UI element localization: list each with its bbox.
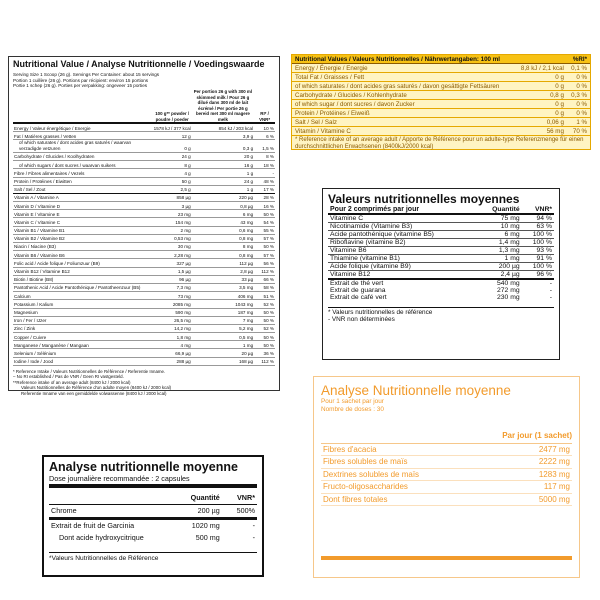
header-amount bbox=[515, 55, 567, 64]
value-vnr: - bbox=[252, 521, 255, 531]
nutrient-name: Total Fat / Graisses / Fett bbox=[292, 73, 515, 82]
value-portion: 0,5 mg bbox=[192, 333, 254, 341]
value-amount: 0,06 g bbox=[515, 118, 567, 127]
value-ri: 112 % bbox=[254, 357, 275, 365]
table-row bbox=[328, 239, 554, 247]
table-row bbox=[13, 226, 275, 234]
serving-line: Portie 1 schep (26 g). Porties per verpakking: ongeveer 15 porties bbox=[13, 83, 148, 89]
extract-name: Extrait de thé vert bbox=[328, 279, 478, 287]
footnotes bbox=[13, 369, 275, 397]
table-row bbox=[328, 271, 554, 280]
table-row bbox=[13, 123, 275, 132]
value-portion: 5,2 mg bbox=[192, 324, 254, 332]
nutrition-panel-tablets bbox=[322, 188, 560, 360]
nutrient-name: Zinc / Zink bbox=[13, 324, 153, 332]
table-row bbox=[49, 532, 257, 544]
nutrient-name: Fibre / Fibres alimentaires / Vezels bbox=[13, 169, 153, 177]
table-row bbox=[13, 341, 275, 349]
col-header-vnr: VNR* bbox=[522, 206, 554, 214]
nutrition-table bbox=[49, 488, 257, 544]
value-100g: 2 mg bbox=[153, 226, 192, 234]
dose-count: Nombre de doses : 30 bbox=[321, 406, 384, 414]
panel-title: Analyse Nutritionnelle moyenne bbox=[321, 383, 511, 398]
nutrition-panel-protein bbox=[8, 56, 280, 396]
value-ri: 0 % bbox=[567, 82, 590, 91]
table-row bbox=[328, 214, 554, 223]
table-row bbox=[13, 275, 275, 283]
col-header-portion: Per portion 26 g with 300 ml skimmed milk / Pour 26 g dilué dans 300 ml de lait écrémé / Per portie 26 g bereid met 300 ml magere melk bbox=[193, 89, 253, 122]
table-row bbox=[321, 493, 572, 506]
nutrient-name: of which sugars / dont sucres / waarvan suikers bbox=[13, 161, 153, 169]
value-portion: 0,3 g bbox=[192, 140, 254, 152]
value-100g: 66,9 µg bbox=[153, 349, 192, 357]
value-100g: 12 g bbox=[153, 132, 192, 140]
table-row bbox=[328, 294, 554, 301]
value-100g: 4 g bbox=[153, 169, 192, 177]
value-portion: 8 mg bbox=[192, 243, 254, 251]
footnote: - VNR non déterminées bbox=[328, 316, 395, 324]
value-vnr: - bbox=[549, 294, 552, 302]
nutrient-name: Pantothenic Acid / Acide Pantothénique / Pantotheenzuur (B5) bbox=[13, 283, 153, 291]
value-ri: 57 % bbox=[254, 234, 275, 242]
value-ri: 50 % bbox=[254, 243, 275, 251]
value-qty: 10 mg bbox=[478, 223, 522, 231]
nutrient-name: Calcium bbox=[13, 292, 153, 300]
table-row bbox=[13, 259, 275, 267]
table-row bbox=[13, 177, 275, 185]
value-ri: 112 % bbox=[254, 267, 275, 275]
col-header-qty: Quantité bbox=[478, 206, 522, 214]
value-ri: 66 % bbox=[254, 275, 275, 283]
nutrient-name: of which sugar / dont sucres / davon Zucker bbox=[292, 100, 515, 109]
value-100g: 0 g bbox=[153, 140, 192, 152]
nutrient-name: Carbohydrate / Glucides / Kohlenhydrate bbox=[292, 91, 515, 100]
nutrient-name: Vitamine C bbox=[328, 214, 478, 223]
value-portion: 2,8 µg bbox=[192, 267, 254, 275]
table-row bbox=[292, 73, 590, 82]
value-qty: 6 mg bbox=[478, 231, 522, 239]
nutrition-panel-drink bbox=[291, 54, 591, 150]
value-qty: 1,4 mg bbox=[478, 239, 522, 247]
nutrition-table bbox=[321, 444, 572, 507]
value-portion: 20 g bbox=[192, 152, 254, 160]
value-vnr: - bbox=[522, 279, 554, 287]
value-portion: 1 g bbox=[192, 185, 254, 193]
value-ri: 70 % bbox=[567, 127, 590, 136]
value-qty: 230 mg bbox=[496, 294, 520, 302]
table-row bbox=[13, 324, 275, 332]
value-portion: 7 mg bbox=[192, 316, 254, 324]
value-ri: 17 % bbox=[254, 185, 275, 193]
footnote: Valeurs Nutritionnelles de Référence d'un adulte moyen (8400 kJ / 2000 kcal) bbox=[21, 385, 172, 391]
header-label: Nutritional Values / Valeurs Nutritionnelles / Nährwertangaben: 100 ml bbox=[292, 55, 515, 64]
value-ri: 28 % bbox=[254, 193, 275, 201]
value-ri: 8 % bbox=[254, 152, 275, 160]
value-qty: 272 mg bbox=[496, 287, 520, 295]
value-100g: 7,3 mg bbox=[153, 283, 192, 291]
fibre-name: Fibres d'acacia bbox=[321, 444, 507, 456]
value-portion: 0,6 mg bbox=[192, 226, 254, 234]
value-portion: 16 g bbox=[192, 161, 254, 169]
table-row bbox=[328, 223, 554, 231]
nutrition-panel-fibres bbox=[313, 376, 580, 578]
value-ri: 50 % bbox=[254, 341, 275, 349]
value-vnr: - bbox=[549, 287, 552, 295]
value-vnr: 100 % bbox=[522, 263, 554, 271]
col-header-ri: RI* / VNR* bbox=[259, 111, 271, 122]
dose-label: Pour 1 sachet par jour bbox=[321, 398, 384, 405]
value-portion: 112 µg bbox=[192, 259, 254, 267]
value-portion: 33 µg bbox=[192, 275, 254, 283]
table-row bbox=[13, 234, 275, 242]
value-ri: 58 % bbox=[254, 283, 275, 291]
col-header-100g: 100 g** powder / poudre / poeder bbox=[155, 111, 190, 122]
value-ri: 0,3 % bbox=[567, 91, 590, 100]
value-portion: 1 g bbox=[192, 169, 254, 177]
table-row bbox=[13, 243, 275, 251]
table-row bbox=[321, 468, 572, 481]
table-row bbox=[328, 263, 554, 271]
table-row bbox=[321, 481, 572, 494]
extract-name: Extrait de café vert bbox=[330, 294, 387, 302]
value-ri: 18 % bbox=[254, 161, 275, 169]
nutrient-name: Extrait de fruit de Garcinia bbox=[51, 521, 135, 531]
col-header-per-day: Par jour (1 sachet) bbox=[321, 431, 572, 444]
nutrient-name: Folic acid / Acide folique / Foliumzuur (B9) bbox=[13, 259, 153, 267]
table-row bbox=[328, 231, 554, 239]
nutrient-name: Salt / Sel / Salz bbox=[292, 118, 515, 127]
nutrition-table bbox=[292, 55, 590, 136]
table-header bbox=[292, 55, 590, 64]
nutrient-name: Vitamin D / Vitamine D bbox=[13, 202, 153, 210]
table-row bbox=[321, 444, 572, 456]
dose-label: Pour 2 comprimés par jour bbox=[328, 206, 478, 214]
nutrient-name: Iron / Fer / IJzer bbox=[13, 316, 153, 324]
nutrient-name: Energy / Énergie / Energie bbox=[292, 64, 515, 73]
value-100g: 1578 kJ / 377 kcal bbox=[153, 123, 192, 132]
value-portion: 0,8 mg bbox=[192, 234, 254, 242]
value-100g: 24 g bbox=[153, 152, 192, 160]
value-100g: 1,5 µg bbox=[153, 267, 192, 275]
value-100g: 154 mg bbox=[153, 218, 192, 226]
value-portion: 0,8 µg bbox=[192, 202, 254, 210]
value-100g: 0,53 mg bbox=[153, 234, 192, 242]
table-row bbox=[13, 193, 275, 201]
serving-line: Serving Size 1 Scoop (26 g). Servings Per Container: about 15 servings bbox=[13, 71, 160, 77]
table-row bbox=[13, 333, 275, 341]
value-portion: 187 mg bbox=[192, 308, 254, 316]
value-amount: 0 g bbox=[515, 109, 567, 118]
nutrient-name: Biotin / Biotine (B8) bbox=[13, 275, 153, 283]
value-100g: 30 mg bbox=[153, 243, 192, 251]
table-row bbox=[328, 287, 554, 294]
value-100g: 3 µg bbox=[153, 202, 192, 210]
value-ri: 1 % bbox=[567, 118, 590, 127]
value-ri: 0,1 % bbox=[567, 64, 590, 73]
table-row bbox=[292, 100, 590, 109]
nutrient-name: Acide pantothénique (vitamine B5) bbox=[328, 231, 478, 239]
table-row bbox=[13, 251, 275, 259]
table-row bbox=[13, 161, 275, 169]
value-ri: 10 % bbox=[254, 123, 275, 132]
value-ri: 0 % bbox=[567, 100, 590, 109]
serving-info bbox=[13, 72, 275, 89]
value-ri: 16 % bbox=[254, 202, 275, 210]
value-100g: 73 mg bbox=[153, 292, 192, 300]
value-qty: 2,4 µg bbox=[478, 271, 522, 280]
value-100g: 288 µg bbox=[153, 357, 192, 365]
value-amount: 0 g bbox=[515, 100, 567, 109]
value-100g: 590 mg bbox=[153, 308, 192, 316]
fibre-name: Fructo-oligosaccharides bbox=[321, 481, 507, 494]
nutrient-name: Selenium / Sélénium bbox=[13, 349, 153, 357]
value-per-day: 1283 mg bbox=[507, 468, 572, 481]
nutrient-name: Vitamin C / Vitamine C bbox=[13, 218, 153, 226]
table-row bbox=[13, 140, 275, 152]
value-vnr: 91 % bbox=[522, 255, 554, 263]
value-100g: 2085 mg bbox=[153, 300, 192, 308]
value-100g: 96 µg bbox=[153, 275, 192, 283]
value-vnr: 500% bbox=[222, 504, 257, 518]
value-ri: 48 % bbox=[254, 177, 275, 185]
nutrition-panel-capsules bbox=[42, 455, 264, 577]
value-amount: 0,8 g bbox=[515, 91, 567, 100]
table-row bbox=[13, 300, 275, 308]
value-portion: 406 mg bbox=[192, 292, 254, 300]
value-per-day: 2222 mg bbox=[507, 456, 572, 469]
value-per-day: 2477 mg bbox=[507, 444, 572, 456]
nutrition-table bbox=[328, 206, 554, 301]
value-portion: 1043 mg bbox=[192, 300, 254, 308]
table-row bbox=[49, 518, 257, 532]
value-per-day: 117 mg bbox=[507, 481, 572, 494]
table-row bbox=[292, 64, 590, 73]
nutrient-name: Vitamin E / Vitamine E bbox=[13, 210, 153, 218]
nutrient-name: Chrome bbox=[49, 504, 170, 518]
table-row bbox=[13, 292, 275, 300]
footnote: * Reference Intake / Valeurs Nutritionnelles de Référence / Referentie Inname. bbox=[13, 368, 166, 374]
panel-title: Nutritional Value / Analyse Nutritionnelle / Voedingswaarde bbox=[13, 59, 265, 69]
value-amount: 56 mg bbox=[515, 127, 567, 136]
divider bbox=[321, 556, 572, 560]
nutrition-table bbox=[13, 89, 275, 366]
nutrient-name: of which saturates / dont acides gras saturés / waarvan verzadigde vetzuren bbox=[13, 140, 153, 152]
value-100g: 327 µg bbox=[153, 259, 192, 267]
value-vnr: - bbox=[252, 533, 255, 543]
nutrient-name: Vitamin / Vitamine C bbox=[292, 127, 515, 136]
table-row bbox=[292, 118, 590, 127]
footnote: * Valeurs nutritionnelles de référence bbox=[328, 309, 433, 317]
value-ri: 52 % bbox=[254, 324, 275, 332]
value-ri: 50 % bbox=[254, 316, 275, 324]
value-qty: 1,3 mg bbox=[478, 247, 522, 255]
value-100g: 8 g bbox=[153, 161, 192, 169]
nutrient-name: Carbohydrate / Glucides / Koolhydraten bbox=[13, 152, 153, 160]
table-row bbox=[13, 308, 275, 316]
value-vnr: 93 % bbox=[522, 247, 554, 255]
nutrient-name: Nicotinamide (Vitamine B3) bbox=[328, 223, 478, 231]
nutrient-name: Iodine / Iode / Jood bbox=[13, 357, 153, 365]
table-row bbox=[13, 210, 275, 218]
value-amount: 8,8 kJ / 2,1 kcal bbox=[515, 64, 567, 73]
value-vnr: 63 % bbox=[522, 223, 554, 231]
value-100g: 858 µg bbox=[153, 193, 192, 201]
nutrient-name: Magnesium bbox=[13, 308, 153, 316]
nutrient-name: Vitamine B6 bbox=[328, 247, 478, 255]
table-row bbox=[13, 267, 275, 275]
value-qty: 200 µg bbox=[170, 504, 222, 518]
nutrient-name: Niacin / Niacine (B3) bbox=[13, 243, 153, 251]
value-portion: 3,5 mg bbox=[192, 283, 254, 291]
nutrient-name: Protein / Protéines / Eiwitten bbox=[13, 177, 153, 185]
value-portion: 6 mg bbox=[192, 210, 254, 218]
table-row bbox=[292, 91, 590, 100]
table-row bbox=[292, 127, 590, 136]
table-row bbox=[13, 316, 275, 324]
nutrient-name: Salt / Sel / Zout bbox=[13, 185, 153, 193]
nutrient-name: Copper / Cuivre bbox=[13, 333, 153, 341]
panel-title: Analyse nutritionnelle moyenne bbox=[49, 460, 238, 474]
value-ri: 52 % bbox=[254, 300, 275, 308]
table-row bbox=[49, 504, 257, 518]
table-row bbox=[13, 357, 275, 365]
table-row bbox=[13, 185, 275, 193]
value-ri: 6 % bbox=[254, 132, 275, 140]
table-row bbox=[13, 349, 275, 357]
nutrient-name: Fat / Matières grasses / Vetten bbox=[13, 132, 153, 140]
value-ri: 54 % bbox=[254, 218, 275, 226]
value-ri: 50 % bbox=[254, 308, 275, 316]
nutrient-name: Manganese / Manganèse / Mangaan bbox=[13, 341, 153, 349]
value-ri: 0 % bbox=[567, 73, 590, 82]
value-portion: 220 µg bbox=[192, 193, 254, 201]
value-portion: 0,8 mg bbox=[192, 251, 254, 259]
value-100g: 23 mg bbox=[153, 210, 192, 218]
value-ri: 56 % bbox=[254, 259, 275, 267]
table-row bbox=[13, 132, 275, 140]
table-row bbox=[13, 202, 275, 210]
nutrient-name: Riboflavine (vitamine B2) bbox=[328, 239, 478, 247]
value-portion: 1 mg bbox=[192, 341, 254, 349]
value-100g: 2,5 g bbox=[153, 185, 192, 193]
value-per-day: 5000 mg bbox=[507, 493, 572, 506]
value-100g: 1,8 mg bbox=[153, 333, 192, 341]
nutrient-name: Dont acide hydroxycitrique bbox=[59, 533, 144, 543]
nutrient-name: Vitamin B6 / Vitamine B6 bbox=[13, 251, 153, 259]
fibre-name: Dont fibres totales bbox=[321, 493, 507, 506]
nutrient-name: Potassium / Kalium bbox=[13, 300, 153, 308]
footnote: **Reference intake of an average adult (8400 kJ / 2000 kcal) bbox=[13, 379, 131, 385]
value-100g: 2,28 mg bbox=[153, 251, 192, 259]
fibre-name: Dextrines solubles de maïs bbox=[321, 468, 507, 481]
footnote: *Valeurs Nutritionnelles de Référence bbox=[49, 552, 257, 562]
value-amount: 0 g bbox=[515, 73, 567, 82]
footnote: Referentie Inname van een gemiddelde volwassenne (8400 kJ / 2000 kcal) bbox=[21, 390, 167, 396]
value-qty: 540 mg bbox=[478, 279, 522, 287]
table-row bbox=[328, 247, 554, 255]
nutrient-name: Vitamine B12 bbox=[328, 271, 478, 280]
dose-label: Dose journalière recommandée : 2 capsules bbox=[49, 474, 257, 488]
value-portion: 43 mg bbox=[192, 218, 254, 226]
footnotes bbox=[328, 307, 554, 323]
table-row bbox=[13, 218, 275, 226]
value-ri: 36 % bbox=[254, 349, 275, 357]
nutrient-name: Vitamin B2 / Vitamine B2 bbox=[13, 234, 153, 242]
value-ri: 57 % bbox=[254, 251, 275, 259]
value-qty: 200 µg bbox=[478, 263, 522, 271]
table-row bbox=[328, 279, 554, 287]
value-qty: 1 mg bbox=[478, 255, 522, 263]
nutrient-name: Vitamin B1 / Vitamine B1 bbox=[13, 226, 153, 234]
fibre-name: Fibres solubles de maïs bbox=[321, 456, 507, 469]
nutrient-name: Protein / Protéines / Eiweiß bbox=[292, 109, 515, 118]
value-portion: 168 µg bbox=[192, 357, 254, 365]
nutrient-name: Acide folique (vitamine B9) bbox=[328, 263, 478, 271]
value-qty: 75 mg bbox=[478, 214, 522, 223]
value-portion: 20 µg bbox=[192, 349, 254, 357]
table-row bbox=[13, 283, 275, 291]
table-row bbox=[292, 109, 590, 118]
value-vnr: 96 % bbox=[522, 271, 554, 280]
table-row bbox=[328, 255, 554, 263]
value-vnr: 94 % bbox=[522, 214, 554, 223]
value-100g: 26,5 mg bbox=[153, 316, 192, 324]
footnote: * Reference intake of an average adult / Apporte de Référence pour un adulte-type Referenzmenge für einen durchschnittlichen Erwachsenen (8400kJ/2000 kcal) bbox=[295, 137, 584, 150]
value-portion: 3,9 g bbox=[192, 132, 254, 140]
table-row bbox=[13, 152, 275, 160]
table-row bbox=[292, 82, 590, 91]
value-ri: 50 % bbox=[254, 333, 275, 341]
value-qty: 500 mg bbox=[195, 533, 220, 543]
col-header-qty: Quantité bbox=[170, 488, 222, 504]
nutrient-name: Thiamine (vitamine B1) bbox=[328, 255, 478, 263]
value-ri: 55 % bbox=[254, 226, 275, 234]
value-ri: 50 % bbox=[254, 210, 275, 218]
value-vnr: 100 % bbox=[522, 239, 554, 247]
value-amount: 0 g bbox=[515, 82, 567, 91]
header-ri: %RI* bbox=[567, 55, 590, 64]
extract-name: Extrait de guarana bbox=[330, 287, 386, 295]
value-ri: 51 % bbox=[254, 292, 275, 300]
nutrient-name: of which saturates / dont acides gras saturés / davon gesättigte Fettsäuren bbox=[292, 82, 515, 91]
value-ri: - bbox=[254, 169, 275, 177]
nutrient-name: Energy / Valeur énergétique / Energie bbox=[13, 123, 153, 132]
footnote: – No RI established / Pas de VNR / Geen RI vastgesteld. bbox=[13, 374, 124, 380]
value-ri: 1,5 % bbox=[254, 140, 275, 152]
value-portion: 24 g bbox=[192, 177, 254, 185]
col-header-vnr: VNR* bbox=[222, 488, 257, 504]
value-ri: 0 % bbox=[567, 109, 590, 118]
panel-title: Valeurs nutritionnelles moyennes bbox=[328, 192, 520, 206]
value-vnr: 100 % bbox=[522, 231, 554, 239]
table-row bbox=[13, 169, 275, 177]
value-qty: 1020 mg bbox=[191, 521, 220, 531]
value-portion: 854 kJ / 203 kcal bbox=[192, 123, 254, 132]
nutrient-name: Vitamin B12 / Vitamine B12 bbox=[13, 267, 153, 275]
value-100g: 50 g bbox=[153, 177, 192, 185]
serving-line: Portion 1 cuillère (26 g). Portions par récipient: environ 15 portions bbox=[13, 77, 149, 83]
table-row bbox=[321, 456, 572, 469]
value-100g: 14,2 mg bbox=[153, 324, 192, 332]
value-100g: 4 mg bbox=[153, 341, 192, 349]
nutrient-name: Vitamin A / Vitamine A bbox=[13, 193, 153, 201]
